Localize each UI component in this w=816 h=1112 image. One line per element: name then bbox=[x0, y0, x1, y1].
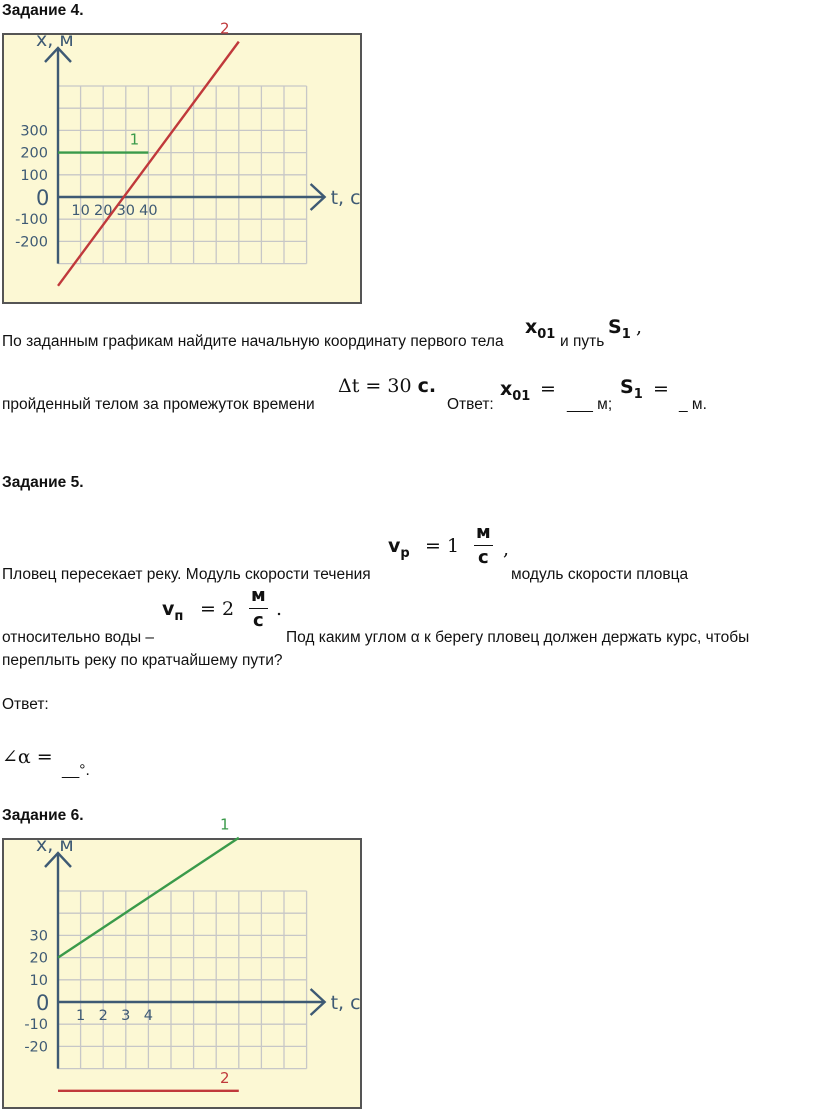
y-axis-label: x, м bbox=[36, 834, 74, 856]
y-tick-label: 200 bbox=[20, 145, 48, 162]
task4-answer-eq1: = bbox=[540, 378, 556, 400]
task5-text-line2b: Под каким углом α к берегу пловец должен держать курс, чтобы bbox=[286, 629, 750, 646]
task4-dt-expression: Δt = 30 с. bbox=[338, 375, 437, 397]
task5-heading: Задание 5. bbox=[2, 474, 84, 491]
y-tick-label: 0 bbox=[36, 991, 50, 1015]
task4-answer-s1: $S_1$ bbox=[620, 376, 643, 402]
task5-text-line1: Пловец пересекает реку. Модуль скорости течения bbox=[2, 566, 371, 583]
task5-angle-expression: ∠α = bbox=[2, 746, 53, 768]
x-tick-label: 10 bbox=[71, 203, 90, 219]
y-tick-label: -20 bbox=[24, 1039, 48, 1056]
task4-answer-blank-s1[interactable]: _ м. bbox=[679, 396, 707, 413]
task4-graph bbox=[2, 19, 362, 304]
task5-text-line3: переплыть реку по кратчайшему пути? bbox=[2, 652, 283, 669]
y-tick-label: -100 bbox=[15, 212, 48, 229]
task5-text-line1b: модуль скорости пловца bbox=[511, 566, 689, 583]
task6-heading: Задание 6. bbox=[2, 807, 84, 824]
task4-x01-symbol: $x_{01}$ bbox=[525, 316, 556, 342]
task5-vn-value: = 2 bbox=[200, 598, 235, 620]
task5-answer-label: Ответ: bbox=[2, 696, 49, 713]
y-tick-label: 10 bbox=[29, 972, 48, 989]
task5-vp-comma: , bbox=[503, 538, 510, 560]
series-label-2: 2 bbox=[220, 19, 230, 38]
series-label-1: 1 bbox=[220, 815, 230, 834]
task4-heading: Задание 4. bbox=[2, 2, 84, 19]
x-tick-label: 30 bbox=[116, 203, 136, 219]
task4-text-line1: По заданным графикам найдите начальную координату первого тела bbox=[2, 333, 504, 350]
task5-vn-period: . bbox=[276, 598, 283, 620]
x-tick-label: 20 bbox=[93, 203, 113, 219]
task5-vn-unit: $\frac{м}{с}$ bbox=[251, 585, 266, 631]
y-tick-label: -10 bbox=[24, 1017, 48, 1034]
y-axis-label: x, м bbox=[36, 29, 74, 51]
x-axis-label: t, с bbox=[330, 992, 361, 1014]
task4-answer-blank-x01[interactable]: ___ м; bbox=[567, 396, 613, 413]
y-tick-label: 100 bbox=[20, 167, 48, 184]
task4-answer-label: Ответ: bbox=[447, 396, 494, 413]
y-tick-label: 20 bbox=[29, 950, 48, 967]
task4-chart bbox=[4, 19, 364, 306]
y-tick-label: 0 bbox=[36, 186, 50, 210]
task4-text-line2: пройденный телом за промежуток времени bbox=[2, 396, 315, 413]
x-tick-label: 1 bbox=[75, 1008, 86, 1024]
task5-vp-value: = 1 bbox=[425, 535, 460, 557]
task4-s1-symbol: $S_1$ bbox=[608, 316, 631, 342]
series-label-2: 2 bbox=[220, 1068, 230, 1087]
task5-angle-blank[interactable]: __°. bbox=[62, 762, 90, 779]
task4-answer-x01: $x_{01}$ bbox=[500, 378, 531, 404]
y-tick-label: -200 bbox=[15, 234, 48, 251]
y-tick-label: 300 bbox=[20, 123, 48, 140]
task5-vp-unit: $\frac{м}{с}$ bbox=[476, 522, 491, 568]
task4-and-path: и путь bbox=[560, 333, 605, 350]
task4-comma: , bbox=[636, 316, 643, 338]
x-axis-label: t, с bbox=[330, 187, 361, 209]
task5-vn-symbol: $v_п$ bbox=[162, 598, 184, 624]
task5-vp-symbol: $v_р$ bbox=[388, 535, 410, 561]
y-tick-label: 30 bbox=[29, 928, 48, 945]
task4-answer-eq2: = bbox=[653, 378, 669, 400]
x-tick-label: 40 bbox=[139, 203, 158, 219]
x-tick-label: 3 bbox=[121, 1008, 131, 1024]
x-tick-label: 2 bbox=[98, 1008, 108, 1024]
x-tick-label: 4 bbox=[143, 1008, 154, 1024]
series-label-1: 1 bbox=[129, 130, 140, 149]
task5-text-line2: относительно воды – bbox=[2, 629, 155, 646]
